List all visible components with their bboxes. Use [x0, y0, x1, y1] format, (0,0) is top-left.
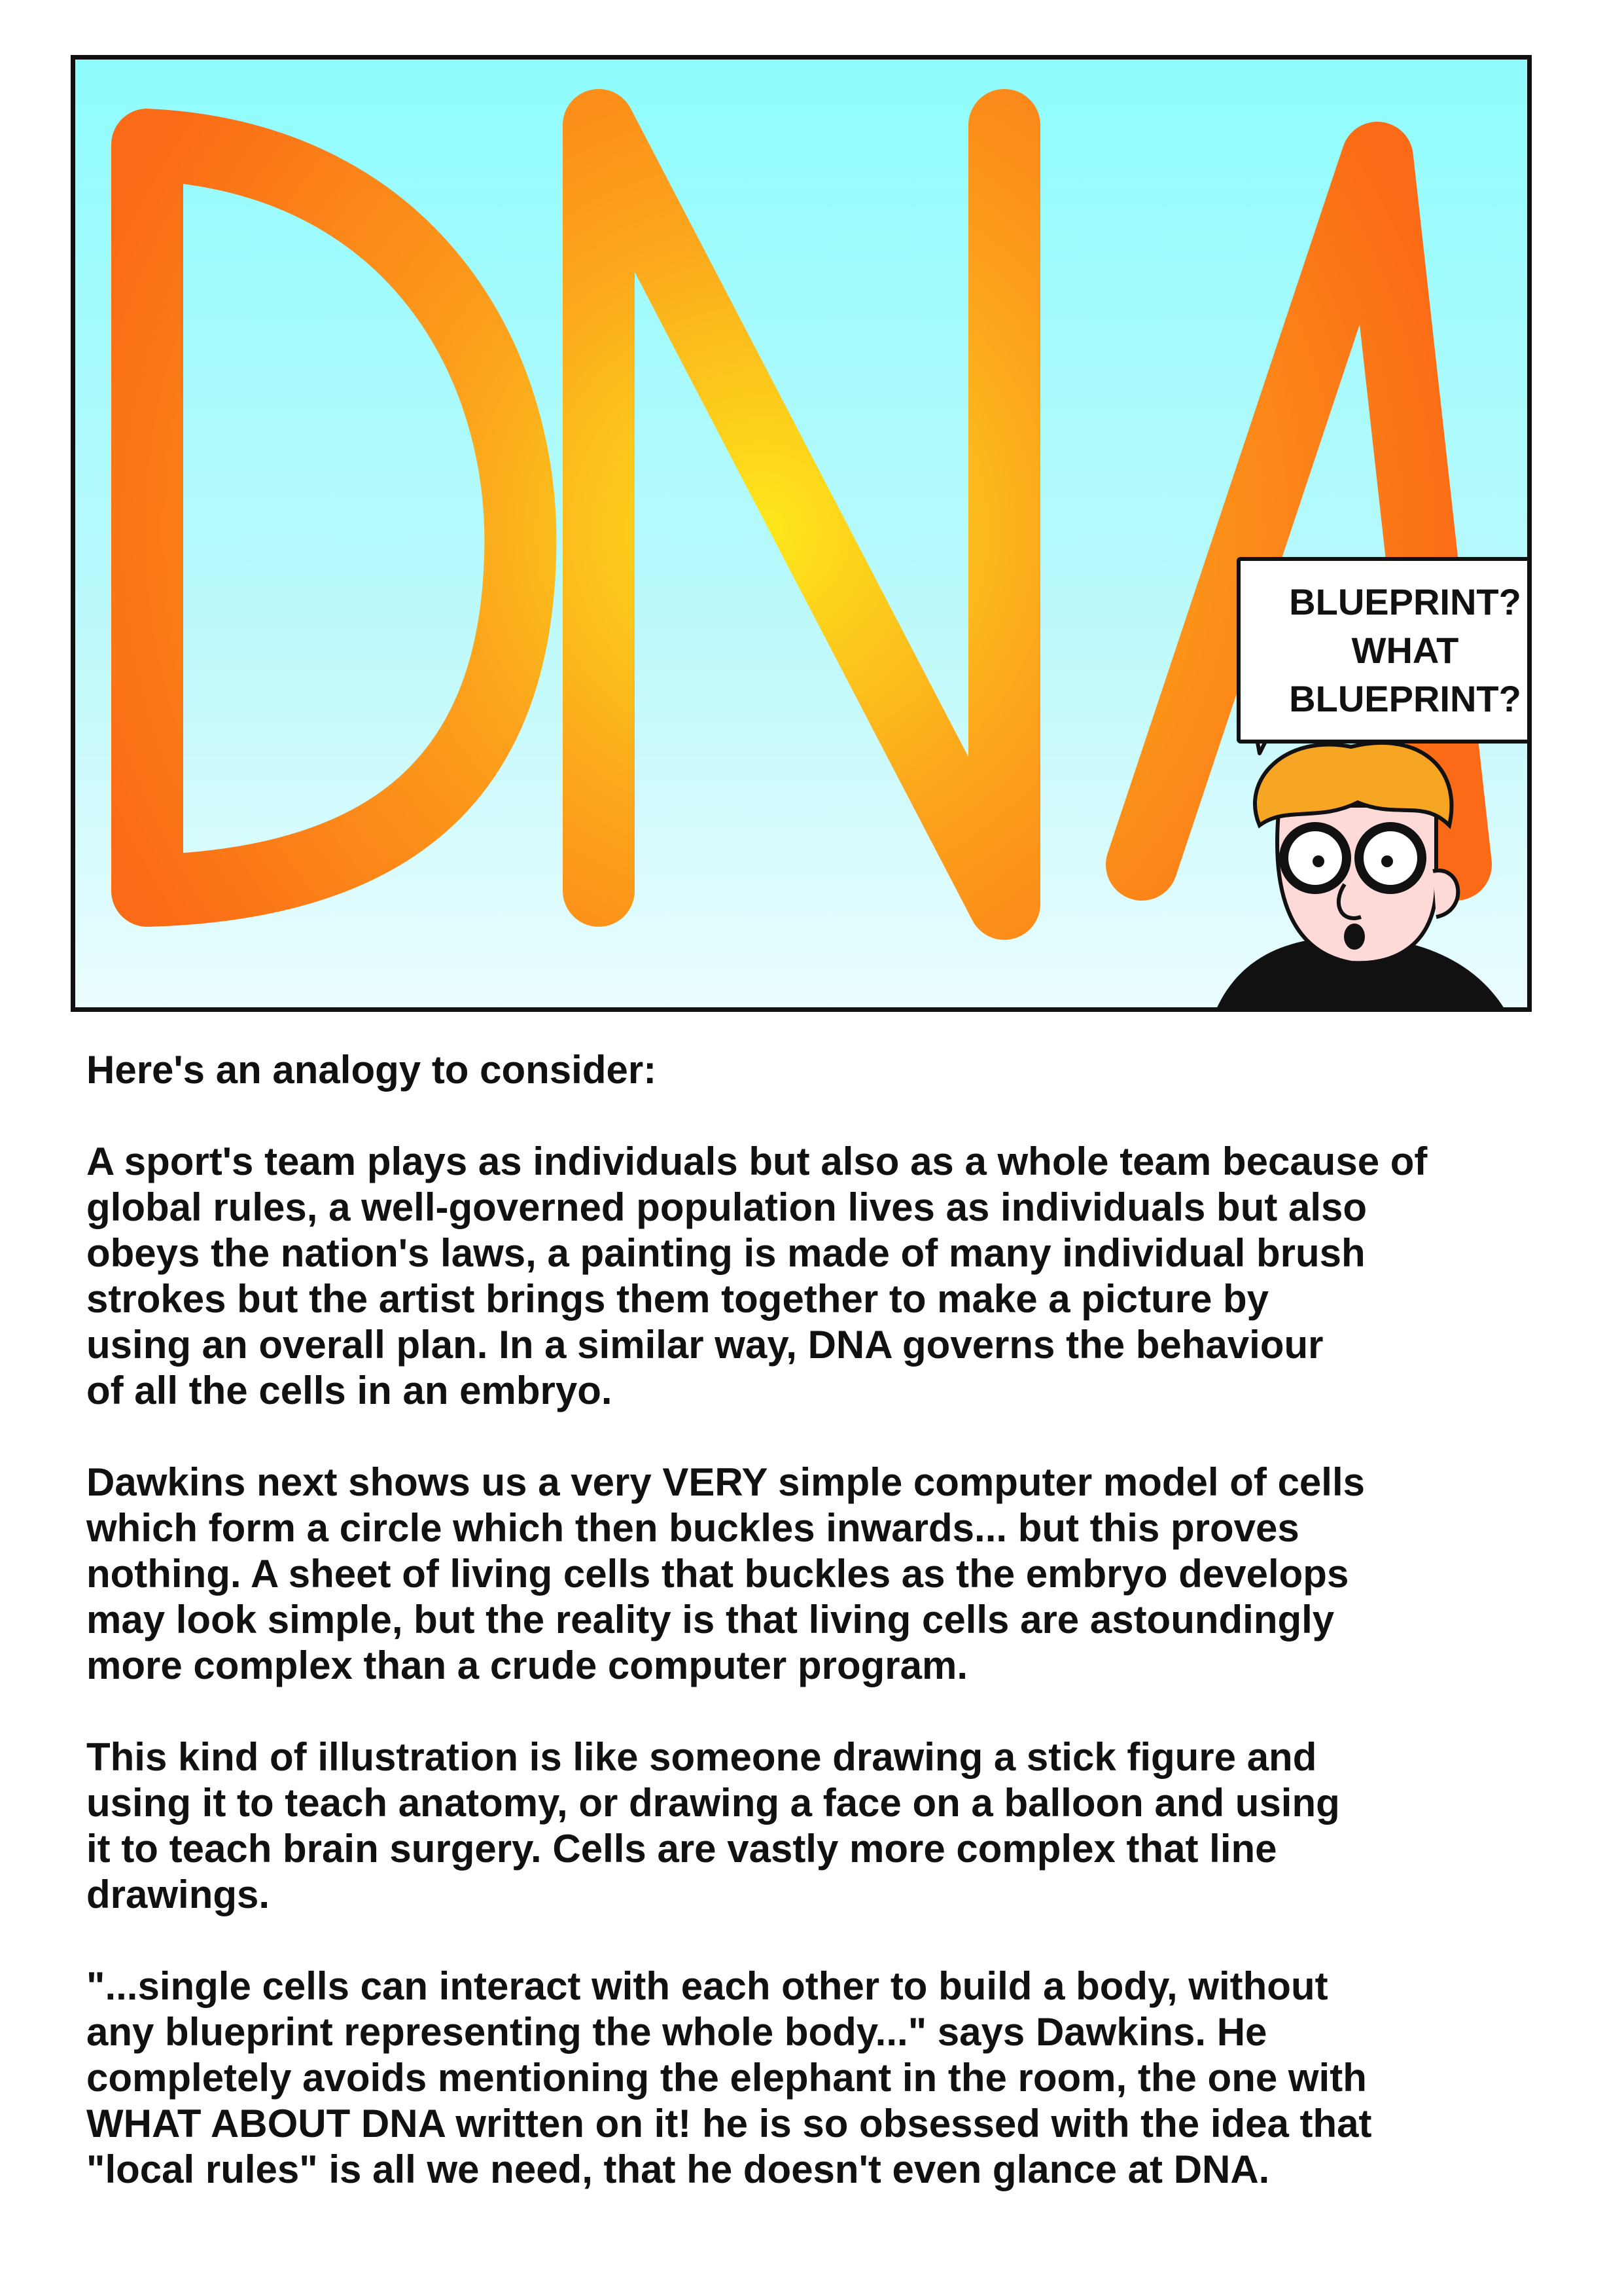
comic-panel: [71, 55, 1532, 1012]
paragraph-computer-model: Dawkins next shows us a very VERY simple computer model of cells which form a circle which then buckles inwards... but this proves nothing. A sheet of living cells that buckles as the embryo develops may look simple, but the reality is that living cells are astoundingly more complex than a crude computer program.: [86, 1460, 1366, 1687]
right-pupil: [1381, 855, 1393, 867]
letter-d: [147, 145, 520, 891]
paragraph-analogy: A sport's team plays as individuals but also as a whole team because of global rules, a well-governed population lives as individuals but also obeys the nation's laws, a painting is made of many individual brush strokes but the artist brings them together to make a picture by using an overall plan. In a similar way, DNA governs the behaviour of all the cells in an embryo.: [86, 1139, 1428, 1412]
body-text: [86, 1047, 1565, 2238]
bubble-line-2: WHAT: [1351, 629, 1459, 671]
speech-bubble: [1237, 557, 1532, 744]
bubble-line-1: BLUEPRINT?: [1289, 581, 1521, 622]
intro-line: Here's an analogy to consider:: [86, 1048, 657, 1092]
paragraph-dawkins-quote: "...single cells can interact with each other to build a body, without any blueprint representing the whole body..." says Dawkins. He completely avoids mentioning the elephant in the room, the one with WHAT ABOUT DNA written on it! he is so obsessed with the idea that "local rules" is all we need, that he doesn't even glance at DNA.: [86, 1964, 1372, 2191]
character-ear: [1433, 870, 1458, 917]
dna-illustration: [75, 60, 1532, 1012]
paragraph-illustration: This kind of illustration is like someone drawing a stick figure and using it to teach anatomy, or drawing a face on a balloon and using it to teach brain surgery. Cells are vastly more complex that line drawings.: [86, 1735, 1340, 1916]
letter-n: [599, 125, 1004, 904]
bubble-line-3: BLUEPRINT?: [1289, 677, 1521, 719]
character-mouth: [1344, 924, 1365, 950]
left-pupil: [1313, 855, 1324, 867]
